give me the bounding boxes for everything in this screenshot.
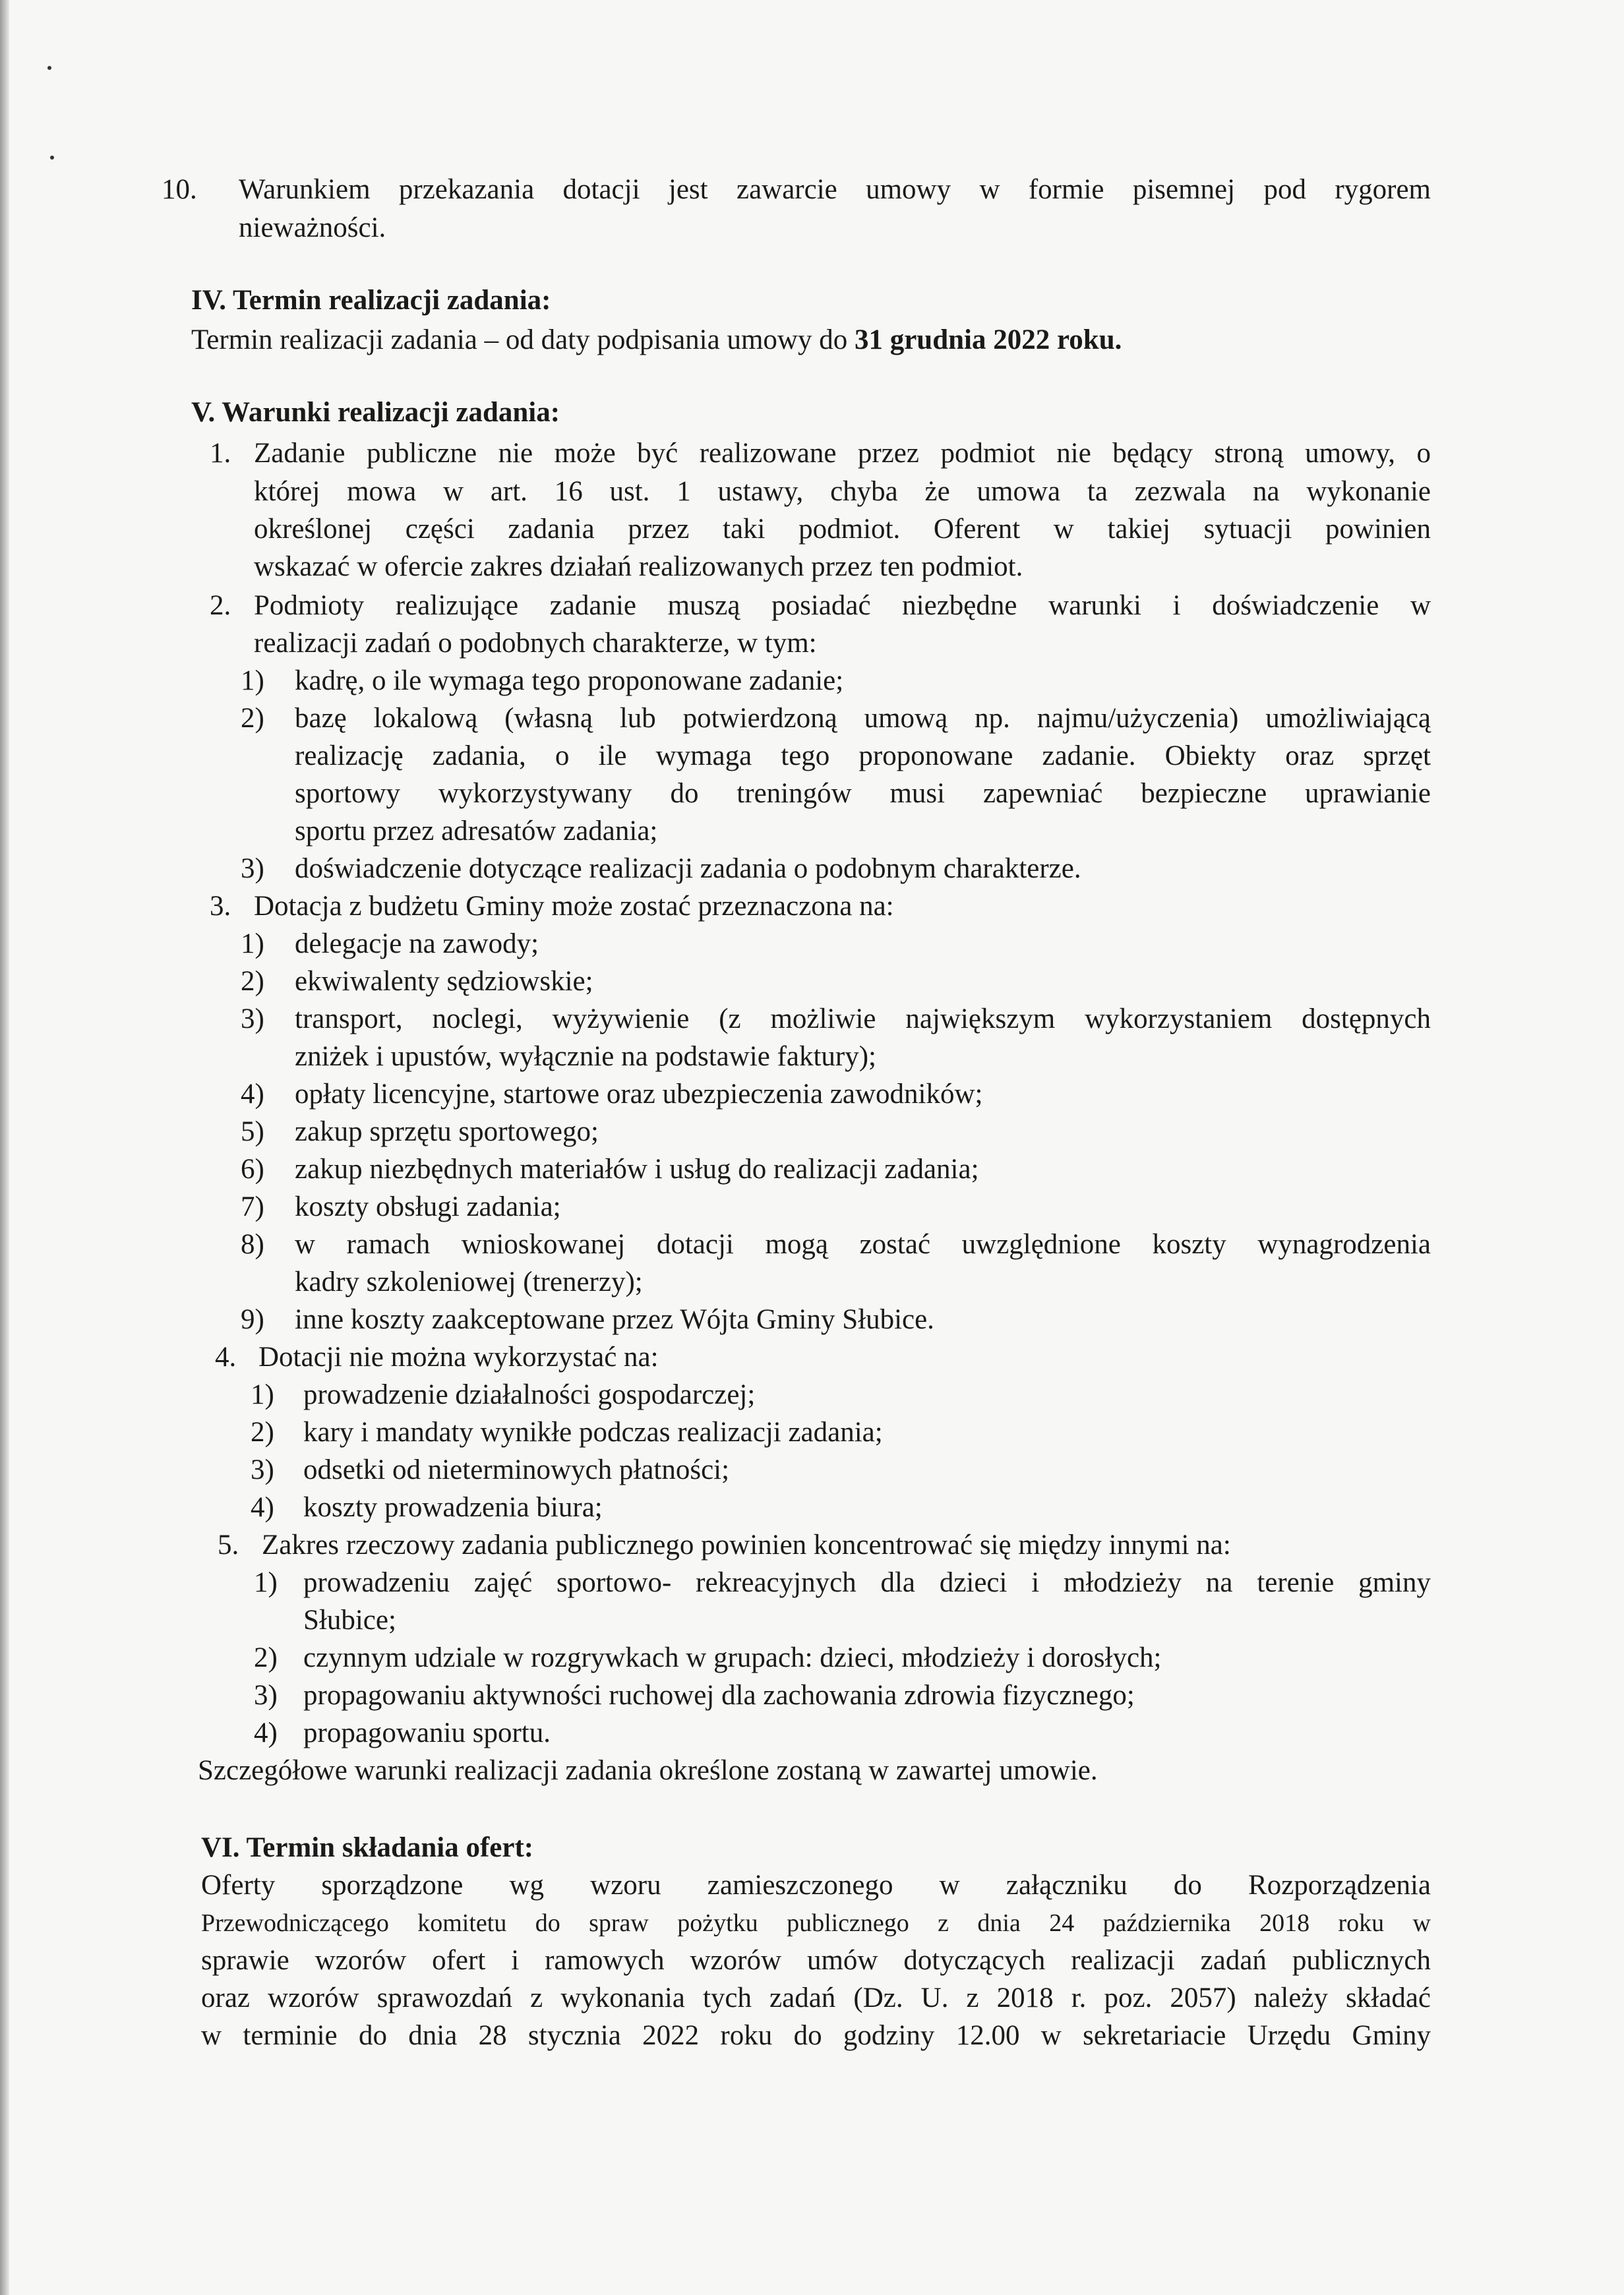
sub-item-number: 2) [241,703,264,734]
sub-item-text: kary i mandaty wynikłe podczas realizacji zadania; [303,1417,883,1448]
sub-item-text: kadry szkoleniowej (trenerzy); [295,1267,643,1297]
sub-item-text: sportu przez adresatów zadania; [295,816,658,847]
sub-item-text: delegacje na zawody; [295,928,539,959]
sub-item-text: bazę lokalową (własną lub potwierdzoną umową np. najmu/użyczenia) umożliwiającą [295,703,1431,734]
sub-item-text: czynnym udziale w rozgrywkach w grupach: dzieci, młodzieży i dorosłych; [303,1642,1162,1673]
paragraph-line: wskazać w ofercie zakres działań realizowanych przez ten podmiot. [254,551,1023,582]
sub-item-text: transport, noclegi, wyżywienie (z możliwie największym wykorzystaniem dostępnych [295,1003,1431,1034]
paragraph-line: Zadanie publiczne nie może być realizowane przez podmiot nie będący stroną umowy, o [254,438,1431,469]
paragraph-line: Dotacji nie można wykorzystać na: [258,1342,659,1373]
sub-item-number: 1) [254,1567,278,1598]
sub-item-text: koszty obsługi zadania; [295,1191,561,1222]
item-10-text: Warunkiem przekazania dotacji jest zawarcie umowy w formie pisemnej pod rygorem [239,174,1431,205]
sub-item-number: 6) [241,1154,264,1185]
sub-item-number: 3) [254,1680,278,1711]
sub-item-number: 4) [241,1079,264,1110]
sub-item-number: 3) [251,1454,274,1485]
sub-item-number: 2) [241,966,264,997]
sub-item-number: 2) [254,1642,278,1673]
sub-item-number: 7) [241,1191,264,1222]
sub-item-number: 1) [241,665,264,696]
paragraph-line: której mowa w art. 16 ust. 1 ustawy, chyba że umowa ta zezwala na wykonanie [254,476,1431,507]
sub-item-text: opłaty licencyjne, startowe oraz ubezpieczenia zawodników; [295,1079,983,1110]
item-number: 1. [210,438,231,469]
sub-item-text: zniżek i upustów, wyłącznie na podstawie faktury); [295,1041,877,1072]
paragraph-line: Przewodniczącego komitetu do spraw pożytku publicznego z dnia 24 października 2018 roku w [201,1909,1431,1937]
sub-item-number: 2) [251,1417,274,1448]
sub-item-text: koszty prowadzenia biura; [303,1492,603,1523]
sub-item-number: 3) [241,1003,264,1034]
section-heading: V. Warunki realizacji zadania: [191,397,560,428]
deadline-date: 31 grudnia 2022 roku [854,324,1115,355]
paragraph-line: Dotacja z budżetu Gminy może zostać przeznaczona na: [254,891,894,922]
sub-item-number: 9) [241,1304,264,1335]
sub-item-text: prowadzeniu zajęć sportowo- rekreacyjnych dla dzieci i młodzieży na terenie gminy [303,1567,1431,1598]
sub-item-number: 8) [241,1229,264,1260]
sub-item-number: 5) [241,1116,264,1147]
paragraph-line: Zakres rzeczowy zadania publicznego powinien koncentrować się między innymi na: [262,1530,1231,1561]
sub-item-text: prowadzenie działalności gospodarczej; [303,1379,756,1410]
sub-item-number: 1) [241,928,264,959]
paragraph-line: realizacji zadań o podobnych charakterze, w tym: [254,628,817,659]
item-number: 3. [210,891,231,922]
sub-item-text: w ramach wnioskowanej dotacji mogą zostać uwzględnione koszty wynagrodzenia [295,1229,1431,1260]
item-10-text: nieważności. [239,212,386,243]
sub-item-text: ekwiwalenty sędziowskie; [295,966,593,997]
paragraph-line: oraz wzorów sprawozdań z wykonania tych zadań (Dz. U. z 2018 r. poz. 2057) należy składać [201,1982,1431,2013]
sub-item-number: 3) [241,853,264,884]
text-span: . [1114,324,1122,355]
item-number: 4. [215,1342,237,1373]
paragraph-line: Oferty sporządzone wg wzoru zamieszczonego w załączniku do Rozporządzenia [201,1870,1431,1901]
sub-item-text: Słubice; [303,1605,396,1636]
sub-item-text: odsetki od nieterminowych płatności; [303,1454,730,1485]
section-heading: IV. Termin realizacji zadania: [191,285,551,316]
paragraph-line: Podmioty realizujące zadanie muszą posiadać niezbędne warunki i doświadczenie w [254,590,1431,621]
sub-item-number: 4) [254,1717,278,1748]
item-number: 5. [218,1530,239,1561]
sub-item-text: realizację zadania, o ile wymaga tego proponowane zadanie. Obiekty oraz sprzęt [295,740,1431,771]
sub-item-number: 4) [251,1492,274,1523]
sub-item-text: zakup niezbędnych materiałów i usług do realizacji zadania; [295,1154,979,1185]
sub-item-text: kadrę, o ile wymaga tego proponowane zadanie; [295,665,844,696]
paragraph-line: w terminie do dnia 28 stycznia 2022 roku do godziny 12.00 w sekretariacie Urzędu Gminy [201,2020,1431,2051]
item-number: 10. [162,174,197,205]
sub-item-text: sportowy wykorzystywany do treningów musi zapewniać bezpieczne uprawianie [295,778,1431,809]
sub-item-text: inne koszty zaakceptowane przez Wójta Gminy Słubice. [295,1304,934,1335]
sub-item-number: 1) [251,1379,274,1410]
closing-text: Szczegółowe warunki realizacji zadania określone zostaną w zawartej umowie. [198,1755,1098,1786]
sub-item-text: zakup sprzętu sportowego; [295,1116,599,1147]
sub-item-text: propagowaniu aktywności ruchowej dla zachowania zdrowia fizycznego; [303,1680,1135,1711]
sub-item-text: propagowaniu sportu. [303,1717,551,1748]
paragraph-line: sprawie wzorów ofert i ramowych wzorów umów dotyczących realizacji zadań publicznych [201,1945,1431,1976]
paragraph-line: określonej części zadania przez taki podmiot. Oferent w takiej sytuacji powinien [254,514,1431,545]
sub-item-text: doświadczenie dotyczące realizacji zadania o podobnym charakterze. [295,853,1081,884]
item-number: 2. [210,590,231,621]
text-span: Termin realizacji zadania – od daty podpisania umowy do [191,324,855,355]
section-heading: VI. Termin składania ofert: [201,1832,534,1863]
section-iv-text [191,323,1122,357]
